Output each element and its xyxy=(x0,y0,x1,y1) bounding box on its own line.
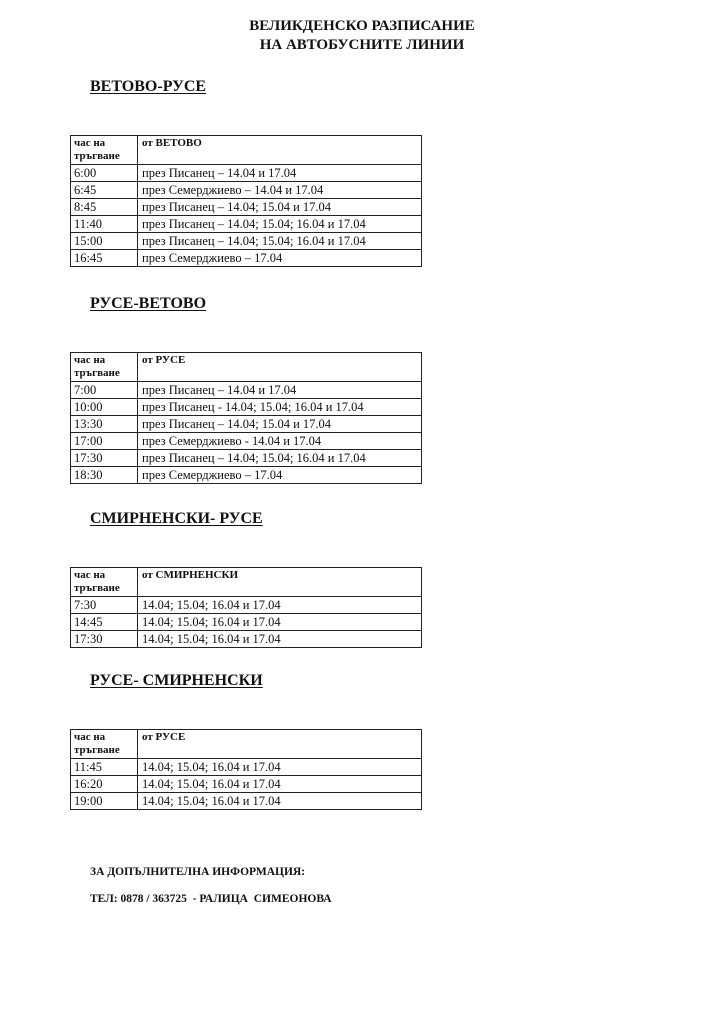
table-row xyxy=(71,759,422,776)
route-days: през Семерджиево – 14.04 и 17.04 xyxy=(138,182,422,199)
document-title xyxy=(0,17,724,55)
departure-time: 7:00 xyxy=(71,382,138,399)
title-line-2: НА АВТОБУСНИТЕ ЛИНИИ xyxy=(259,37,465,53)
departure-time: 6:45 xyxy=(71,182,138,199)
table-row xyxy=(71,216,422,233)
departure-time: 17:00 xyxy=(71,433,138,450)
table-row xyxy=(71,793,422,810)
departure-time: 16:45 xyxy=(71,250,138,267)
route-days: през Писанец – 14.04; 15.04; 16.04 и 17.04 xyxy=(138,450,422,467)
route-days: през Семерджиево – 17.04 xyxy=(138,250,422,267)
contact-info-label: ЗА ДОПЪЛНИТЕЛНА ИНФОРМАЦИЯ: xyxy=(90,866,306,878)
schedule-table-ruse-smirnenski xyxy=(70,729,422,810)
route-days: през Писанец – 14.04 и 17.04 xyxy=(138,165,422,182)
schedule-table-ruse-vetovo xyxy=(70,352,422,484)
departure-time: 10:00 xyxy=(71,399,138,416)
table-row xyxy=(71,416,422,433)
departure-time: 8:45 xyxy=(71,199,138,216)
departure-time: 11:40 xyxy=(71,216,138,233)
col-header-time: час на тръгване xyxy=(71,136,138,165)
table-row xyxy=(71,450,422,467)
route-days: през Писанец - 14.04; 15.04; 16.04 и 17.04 xyxy=(138,399,422,416)
route-days: през Семерджиево – 17.04 xyxy=(138,467,422,484)
departure-time: 14:45 xyxy=(71,614,138,631)
departure-time: 11:45 xyxy=(71,759,138,776)
col-header-origin: от РУСЕ xyxy=(138,353,422,382)
route-days: през Семерджиево - 14.04 и 17.04 xyxy=(138,433,422,450)
table-row xyxy=(71,467,422,484)
table-row xyxy=(71,614,422,631)
departure-time: 17:30 xyxy=(71,631,138,648)
col-header-time: час на тръгване xyxy=(71,353,138,382)
title-line-1: ВЕЛИКДЕНСКО РАЗПИСАНИЕ xyxy=(249,18,475,34)
table-row xyxy=(71,433,422,450)
col-header-origin: от ВЕТОВО xyxy=(138,136,422,165)
route-days: през Писанец – 14.04; 15.04; 16.04 и 17.04 xyxy=(138,216,422,233)
route-days: през Писанец – 14.04 и 17.04 xyxy=(138,382,422,399)
table-row xyxy=(71,597,422,614)
table-row xyxy=(71,382,422,399)
route-days: през Писанец – 14.04; 15.04 и 17.04 xyxy=(138,199,422,216)
route-days: 14.04; 15.04; 16.04 и 17.04 xyxy=(138,793,422,810)
departure-time: 19:00 xyxy=(71,793,138,810)
route-days: 14.04; 15.04; 16.04 и 17.04 xyxy=(138,631,422,648)
table-row xyxy=(71,182,422,199)
departure-time: 17:30 xyxy=(71,450,138,467)
table-header-row xyxy=(71,353,422,382)
col-header-origin: от РУСЕ xyxy=(138,730,422,759)
departure-time: 13:30 xyxy=(71,416,138,433)
col-header-time: час на тръгване xyxy=(71,568,138,597)
route-days: 14.04; 15.04; 16.04 и 17.04 xyxy=(138,597,422,614)
table-row xyxy=(71,776,422,793)
departure-time: 15:00 xyxy=(71,233,138,250)
table-header-row xyxy=(71,568,422,597)
table-row xyxy=(71,399,422,416)
table-row xyxy=(71,631,422,648)
departure-time: 16:20 xyxy=(71,776,138,793)
col-header-time: час на тръгване xyxy=(71,730,138,759)
departure-time: 7:30 xyxy=(71,597,138,614)
contact-phone: ТЕЛ: 0878 / 363725 - РАЛИЦА СИМЕОНОВА xyxy=(90,893,332,905)
schedule-table-vetovo-ruse xyxy=(70,135,422,267)
section-heading-smirnenski-ruse: СМИРНЕНСКИ- РУСЕ xyxy=(90,510,263,527)
table-row xyxy=(71,199,422,216)
section-heading-ruse-vetovo: РУСЕ-ВЕТОВО xyxy=(90,295,207,312)
route-days: 14.04; 15.04; 16.04 и 17.04 xyxy=(138,776,422,793)
col-header-origin: от СМИРНЕНСКИ xyxy=(138,568,422,597)
route-days: 14.04; 15.04; 16.04 и 17.04 xyxy=(138,614,422,631)
section-heading-vetovo-ruse: ВЕТОВО-РУСЕ xyxy=(90,78,207,95)
schedule-table-smirnenski-ruse xyxy=(70,567,422,648)
table-row xyxy=(71,233,422,250)
table-header-row xyxy=(71,730,422,759)
route-days: през Писанец – 14.04; 15.04; 16.04 и 17.04 xyxy=(138,233,422,250)
table-row xyxy=(71,250,422,267)
table-row xyxy=(71,165,422,182)
departure-time: 18:30 xyxy=(71,467,138,484)
route-days: през Писанец – 14.04; 15.04 и 17.04 xyxy=(138,416,422,433)
route-days: 14.04; 15.04; 16.04 и 17.04 xyxy=(138,759,422,776)
table-header-row xyxy=(71,136,422,165)
section-heading-ruse-smirnenski: РУСЕ- СМИРНЕНСКИ xyxy=(90,672,263,689)
departure-time: 6:00 xyxy=(71,165,138,182)
